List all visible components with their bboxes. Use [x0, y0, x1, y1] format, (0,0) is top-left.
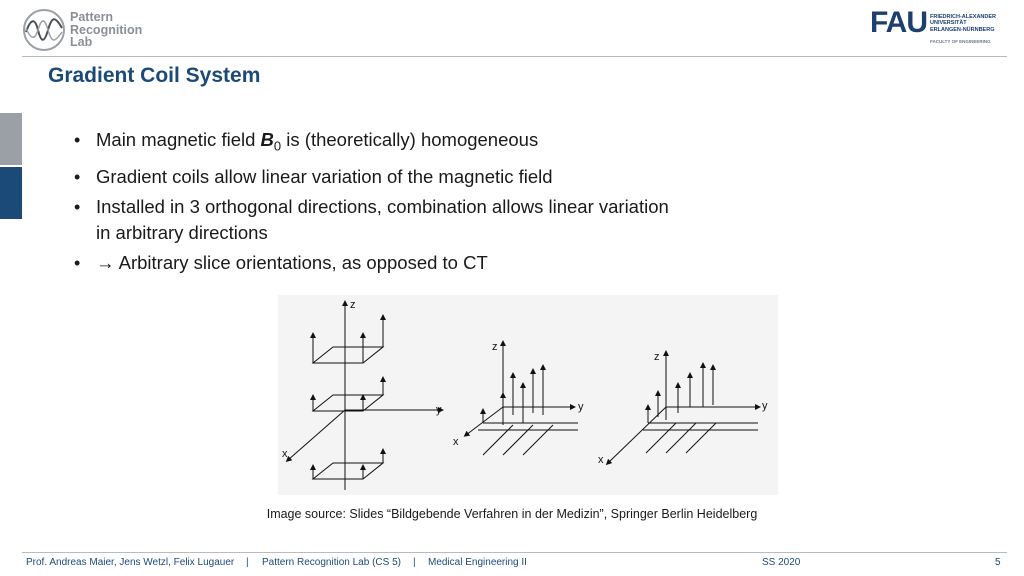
image-source-caption: Image source: Slides “Bildgebende Verfahren in der Medizin”, Springer Berlin Heidelberg — [266, 507, 758, 521]
bullet-item: • → Arbitrary slice orientations, as opposed to CT — [70, 250, 670, 276]
bullet-dot-icon: • — [74, 252, 81, 273]
footer-separator: | — [413, 557, 416, 568]
right-arrow-icon: → — [96, 251, 115, 273]
pattern-recognition-lab-logo — [22, 8, 162, 54]
footer-authors: Prof. Andreas Maier, Jens Wetzl, Felix Lugauer — [26, 557, 235, 568]
bullet-list — [70, 127, 670, 280]
lab-logo-icon — [22, 8, 66, 52]
footer-separator: | — [246, 557, 249, 568]
logo-line-3: Lab — [70, 35, 93, 49]
axis-label-y: y — [578, 401, 584, 413]
fau-wordmark: FAU — [870, 6, 927, 39]
bullet-dot-icon: • — [74, 130, 81, 150]
title-divider — [22, 56, 1007, 57]
bullet-item: • Main magnetic field $B_0$ is (theoretically) homogeneous — [74, 129, 539, 154]
side-marker-blue — [0, 167, 22, 219]
fau-logo — [870, 8, 1005, 48]
fau-faculty: FACULTY OF ENGINEERING — [930, 39, 991, 44]
bullet-dot-icon: • — [74, 196, 81, 217]
footer-course: Medical Engineering II — [428, 557, 527, 568]
axis-label-x: x — [598, 454, 604, 466]
slide-title: Gradient Coil System — [48, 64, 261, 87]
bullet-item: • Installed in 3 orthogonal directions, combination allows linear variation in arbitrary directions — [74, 195, 669, 243]
axis-label-x: x — [282, 448, 288, 460]
footer-term: SS 2020 — [762, 557, 801, 568]
b-symbol: B — [260, 129, 274, 150]
axis-label-z: z — [350, 299, 356, 311]
side-marker-grey — [0, 113, 22, 165]
footer-lab: Pattern Recognition Lab (CS 5) — [262, 557, 401, 568]
page-number: 5 — [995, 557, 1001, 568]
axis-label-y: y — [436, 404, 442, 416]
fau-line-3: ERLANGEN-NÜRNBERG — [930, 26, 995, 33]
fau-line-1: FRIEDRICH-ALEXANDER — [930, 14, 996, 20]
logo-line-2: Recognition — [70, 22, 143, 37]
axis-label-x: x — [453, 436, 459, 448]
logo-line-1: Pattern — [70, 10, 114, 24]
fau-line-2: UNIVERSITÄT — [930, 20, 967, 27]
gradient-field-figure — [278, 295, 778, 495]
bullet-item: • Gradient coils allow linear variation of the magnetic field — [70, 164, 670, 190]
axis-label-z: z — [492, 341, 498, 353]
bullet-dot-icon: • — [74, 166, 81, 187]
footer-divider — [22, 552, 1007, 553]
axis-label-z: z — [654, 351, 660, 363]
axis-label-y: y — [762, 400, 768, 412]
